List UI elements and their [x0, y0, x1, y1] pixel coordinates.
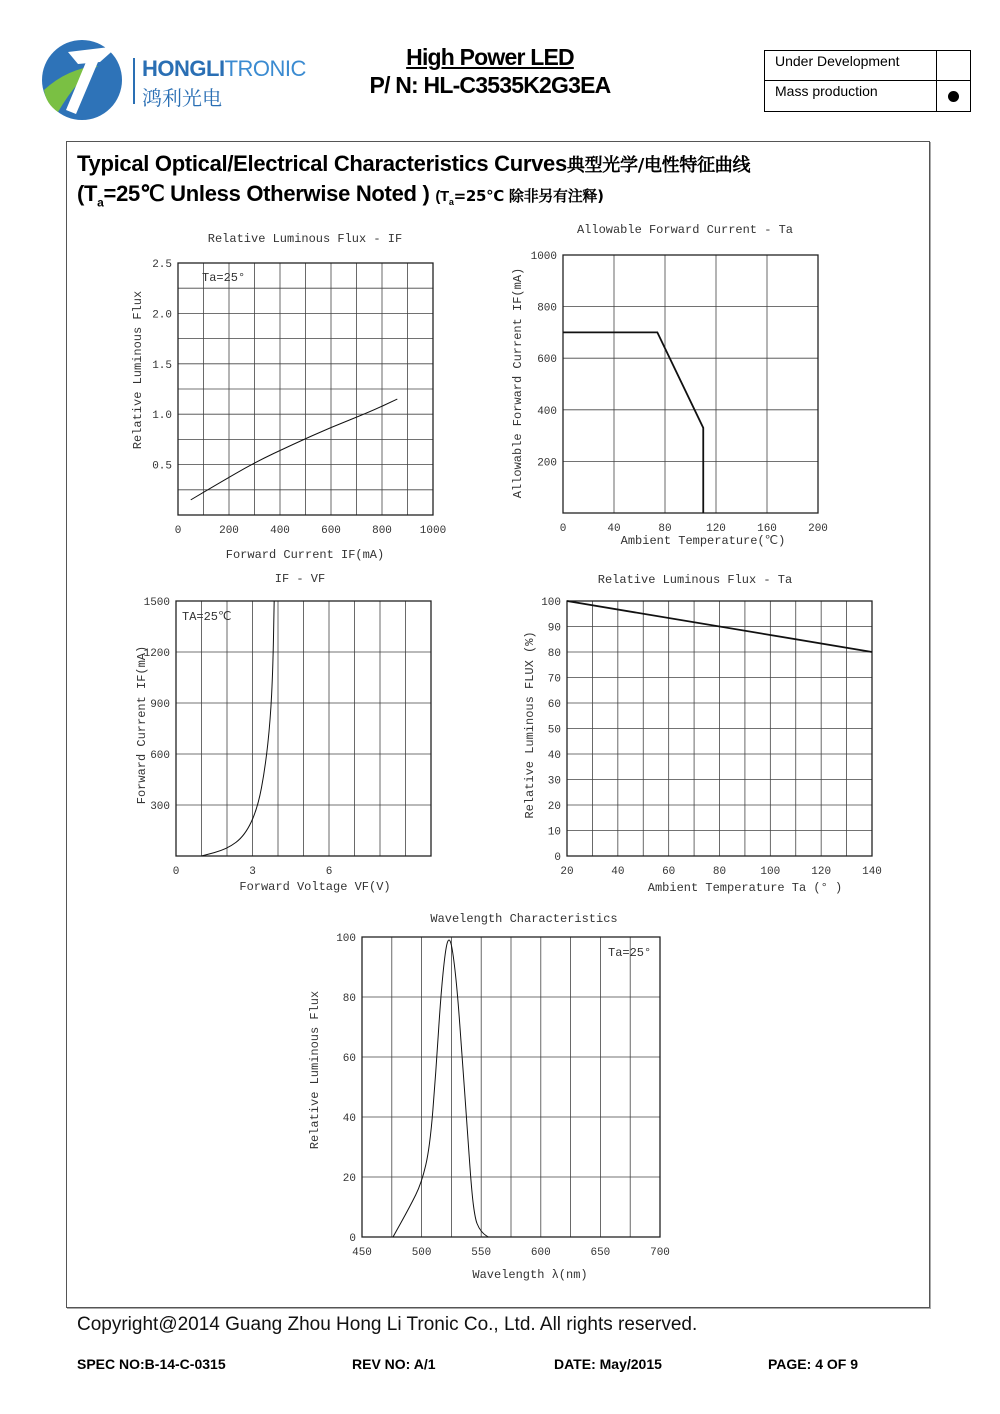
y-tick-label: 1.5 [152, 359, 172, 372]
brand-name-cn: 鸿利光电 [142, 86, 222, 110]
x-tick-label: 80 [658, 523, 672, 535]
status-row-mass-production [765, 81, 970, 111]
status-checkbox [936, 81, 970, 111]
y-tick-label: 600 [537, 354, 557, 367]
y-axis-label: Allowable Forward Current IF(mA) [511, 267, 525, 499]
y-tick-label: 80 [342, 993, 356, 1005]
y-tick-label: 60 [342, 1053, 356, 1065]
status-label: Mass production [775, 83, 878, 99]
x-tick-label: 0 [172, 866, 180, 878]
chart-title: Relative Luminous Flux - IF [207, 232, 403, 246]
chart-annotation: TA=25℃ [182, 610, 232, 624]
brand-name: HONGLITRONIC [142, 56, 306, 81]
page-number: PAGE: 4 OF 9 [768, 1356, 858, 1372]
x-tick-label: 20 [560, 866, 574, 878]
chart-annotation: Ta=25° [608, 946, 652, 960]
y-tick-label: 1200 [143, 648, 170, 660]
x-axis-label: Forward Current IF(mA) [225, 548, 385, 562]
y-axis-label: Relative Luminous FLUX (%) [523, 631, 537, 819]
x-tick-label: 600 [530, 1247, 551, 1259]
document-date: DATE: May/2015 [554, 1356, 662, 1372]
plot-border [563, 255, 818, 513]
chart-grid [567, 601, 872, 856]
status-row-development [765, 51, 970, 81]
section-subtitle: ($T_a=25℃$ Unless Otherwise Noted ) ($T_a=25℃$ 除非另有注释) [77, 181, 604, 210]
y-tick-label: 20 [342, 1173, 356, 1185]
chart-relative-flux-vs-temperature [515, 565, 890, 900]
chart-annotation: Ta=25° [202, 271, 246, 285]
product-title: High Power LED [406, 44, 574, 70]
y-tick-label: 1500 [143, 597, 170, 609]
x-tick-label: 500 [411, 1247, 432, 1259]
x-tick-label: 40 [611, 866, 625, 878]
y-tick-label: 2.0 [152, 309, 172, 322]
section-title: Typical Optical/Electrical Characteristics Curves典型光学/电性特征曲线 [77, 151, 751, 176]
filled-dot-icon [948, 91, 959, 102]
copyright-notice: Copyright@2014 Guang Zhou Hong Li Tronic Co., Ltd. All rights reserved. [77, 1314, 698, 1335]
y-tick-label: 0 [349, 1233, 356, 1245]
x-tick-label: 60 [662, 866, 676, 878]
x-tick-label: 6 [325, 866, 333, 878]
x-tick-label: 80 [712, 866, 727, 878]
revision-number: REV NO: A/1 [352, 1356, 436, 1372]
y-tick-label: 200 [537, 457, 557, 470]
y-tick-label: 1000 [530, 251, 557, 263]
x-tick-label: 800 [372, 525, 392, 537]
x-tick-label: 160 [757, 523, 777, 535]
y-tick-label: 90 [547, 622, 561, 635]
y-tick-label: 20 [547, 801, 561, 813]
chart-if-vs-vf [125, 565, 465, 895]
y-tick-label: 400 [537, 405, 557, 418]
series-line [563, 332, 703, 513]
x-tick-label: 700 [650, 1247, 670, 1259]
chart-grid [362, 937, 660, 1237]
x-tick-label: 100 [760, 866, 781, 878]
status-label: Under Development [775, 53, 900, 69]
y-tick-label: 100 [336, 933, 356, 945]
x-tick-label: 120 [706, 523, 726, 535]
y-tick-label: 60 [547, 699, 561, 711]
x-tick-label: 40 [607, 523, 621, 535]
x-tick-label: 120 [811, 866, 832, 878]
x-tick-label: 0 [559, 523, 567, 535]
series-line [202, 601, 275, 856]
x-axis-label: Forward Voltage VF(V) [239, 880, 391, 894]
series-line [393, 940, 488, 1237]
chart-grid [176, 601, 431, 856]
chart-title: Relative Luminous Flux - Ta [597, 573, 793, 587]
y-tick-label: 800 [537, 302, 557, 315]
x-tick-label: 200 [808, 523, 828, 535]
y-tick-label: 10 [547, 826, 561, 839]
y-tick-label: 900 [150, 699, 170, 711]
chart-title: IF - VF [274, 572, 326, 586]
y-tick-label: 0.5 [152, 460, 172, 473]
y-axis-label: Relative Luminous Flux [308, 990, 322, 1150]
chart-wavelength-characteristics [300, 905, 700, 1285]
x-tick-label: 650 [590, 1247, 611, 1259]
y-tick-label: 300 [150, 801, 170, 813]
y-tick-label: 600 [150, 750, 170, 762]
x-tick-label: 1000 [419, 525, 447, 537]
y-tick-label: 0 [554, 852, 561, 864]
x-tick-label: 400 [270, 525, 290, 537]
x-tick-label: 600 [321, 525, 341, 537]
x-axis-label: Ambient Temperature Ta (° ) [647, 881, 843, 895]
y-axis-label: Forward Current IF(mA) [135, 645, 149, 805]
x-tick-label: 200 [219, 525, 239, 537]
chart-grid [178, 263, 433, 515]
x-tick-label: 0 [174, 525, 182, 537]
status-checkbox [936, 51, 970, 80]
status-table [764, 50, 971, 112]
x-tick-label: 550 [471, 1247, 492, 1259]
part-number: P/ N: HL-C3535K2G3EA [369, 72, 611, 98]
chart-title: Wavelength Characteristics [430, 912, 618, 926]
x-tick-label: 140 [862, 866, 882, 878]
logo-divider [133, 58, 135, 104]
chart-grid [563, 255, 818, 513]
y-tick-label: 70 [547, 673, 561, 686]
y-tick-label: 1.0 [152, 410, 172, 423]
chart-relative-flux-vs-current [125, 225, 465, 565]
y-tick-label: 40 [342, 1113, 356, 1125]
x-axis-label: Wavelength λ(nm) [472, 1268, 588, 1282]
y-tick-label: 30 [547, 775, 561, 788]
x-axis-label: Ambient Temperature(℃) [620, 534, 786, 548]
y-tick-label: 2.5 [152, 259, 172, 271]
y-tick-label: 100 [541, 597, 561, 609]
y-tick-label: 50 [547, 724, 561, 737]
spec-number: SPEC NO:B-14-C-0315 [77, 1356, 226, 1372]
y-tick-label: 40 [547, 750, 561, 762]
y-axis-label: Relative Luminous Flux [131, 290, 145, 450]
chart-title: Allowable Forward Current - Ta [576, 223, 794, 237]
company-logo [38, 38, 130, 122]
chart-allowable-current-vs-temperature [505, 218, 845, 558]
x-tick-label: 3 [249, 866, 256, 878]
x-tick-label: 450 [352, 1247, 372, 1259]
y-tick-label: 80 [547, 648, 561, 660]
